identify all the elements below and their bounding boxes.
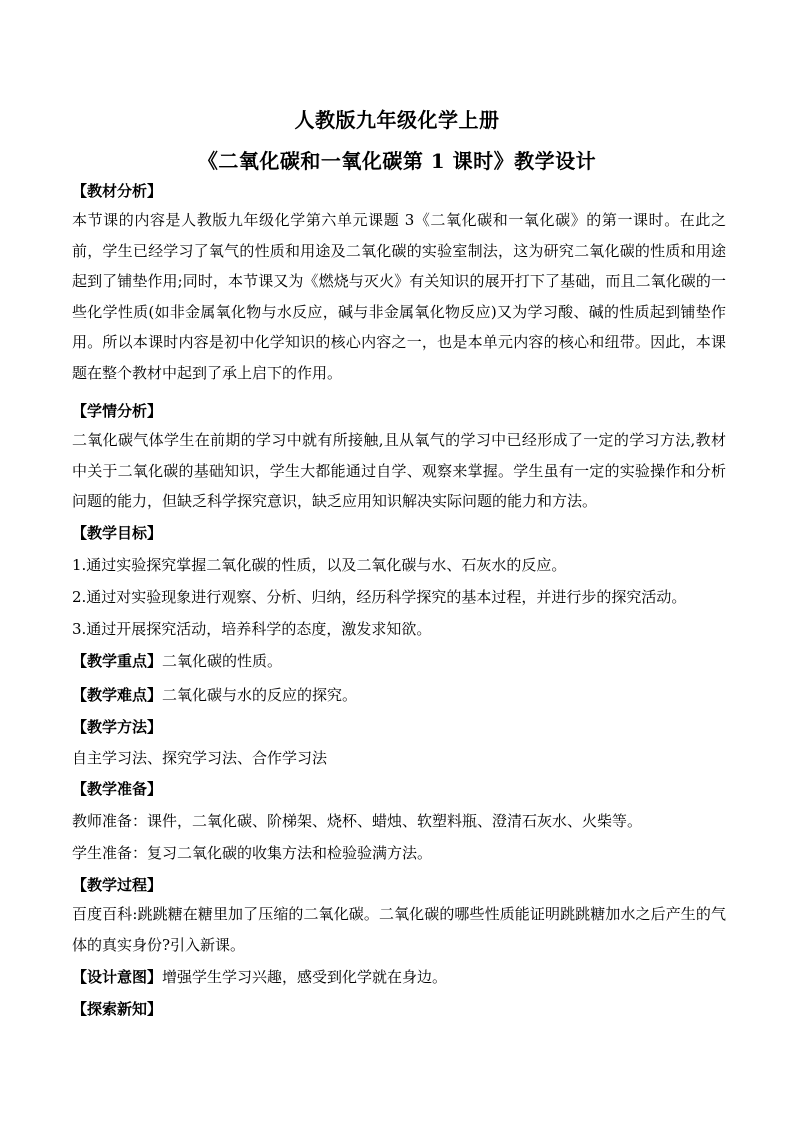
student-analysis-text: 二氧化碳气体学生在前期的学习中就有所接触,且从氧气的学习中已经形成了一定的学习方法,教材中关于二氧化碳的基础知识，学生大都能通过自学、观察来掌握。学生虽有一定的实验操作和分析问题的能力，但缺乏科学探究意识，缺乏应用知识解决实际问题的能力和方法。 <box>72 431 726 510</box>
objective-item-1: 1.通过实验探究掌握二氧化碳的性质，以及二氧化碳与水、石灰水的反应。 <box>72 556 567 574</box>
teacher-preparation-text: 教师准备：课件，二氧化碳、阶梯架、烧杯、蜡烛、软塑料瓶、澄清石灰水、火柴等。 <box>72 812 643 830</box>
heading-objectives: 【教学目标】 <box>72 524 163 542</box>
heading-material-analysis: 【教材分析】 <box>72 182 163 200</box>
document-title: 人教版九年级化学上册 <box>294 108 500 132</box>
student-preparation-text: 学生准备：复习二氧化碳的收集方法和检验验满方法。 <box>72 844 433 862</box>
heading-methods: 【教学方法】 <box>72 718 163 736</box>
heading-student-analysis: 【学情分析】 <box>72 402 163 420</box>
objective-item-3: 3.通过开展探究活动，培养科学的态度，激发求知欲。 <box>72 620 432 638</box>
process-text: 百度百科:跳跳糖在糖里加了压缩的二氧化碳。二氧化碳的哪些性质能证明跳跳糖加水之后产生的气体的真实身份?引入新课。 <box>72 905 726 954</box>
objective-item-2: 2.通过对实验现象进行观察、分析、归纳，经历科学探究的基本过程，并进行步的探究活动。 <box>72 588 687 606</box>
key-point-line <box>72 650 282 671</box>
difficulty-text: 二氧化碳与水的反应的探究。 <box>162 686 358 704</box>
heading-preparation: 【教学准备】 <box>72 780 163 798</box>
material-analysis-text: 本节课的内容是人教版九年级化学第六单元课题 3《二氧化碳和一氧化碳》的第一课时。在此之前，学生已经学习了氧气的性质和用途及二氧化碳的实验室制法，这为研究二氧化碳的性质和用途起到了铺垫作用;同时，本节课又为《燃烧与灭火》有关知识的展开打下了基础，而且二氧化碳的一些化学性质(如非金属氧化物与水反应，碱与非金属氧化物反应)又为学习酸、碱的性质起到铺垫作用。所以本课时内容是初中化学知识的核心内容之一，也是本单元内容的核心和纽带。因此，本课题在整个教材中起到了承上启下的作用。 <box>72 211 726 382</box>
heading-difficulty: 【教学难点】 <box>72 686 163 704</box>
design-intent-text: 增强学生学习兴趣，感受到化学就在身边。 <box>162 968 448 986</box>
difficulty-line <box>72 684 357 705</box>
methods-text: 自主学习法、探究学习法、合作学习法 <box>72 749 328 767</box>
design-intent-line <box>72 966 447 987</box>
heading-design-intent: 【设计意图】 <box>72 968 163 986</box>
document-subtitle: 《二氧化碳和一氧化碳第 1 课时》教学设计 <box>197 149 597 173</box>
heading-key-point: 【教学重点】 <box>72 652 163 670</box>
key-point-text: 二氧化碳的性质。 <box>162 652 283 670</box>
heading-process: 【教学过程】 <box>72 876 163 894</box>
heading-explore: 【探索新知】 <box>72 1000 163 1018</box>
